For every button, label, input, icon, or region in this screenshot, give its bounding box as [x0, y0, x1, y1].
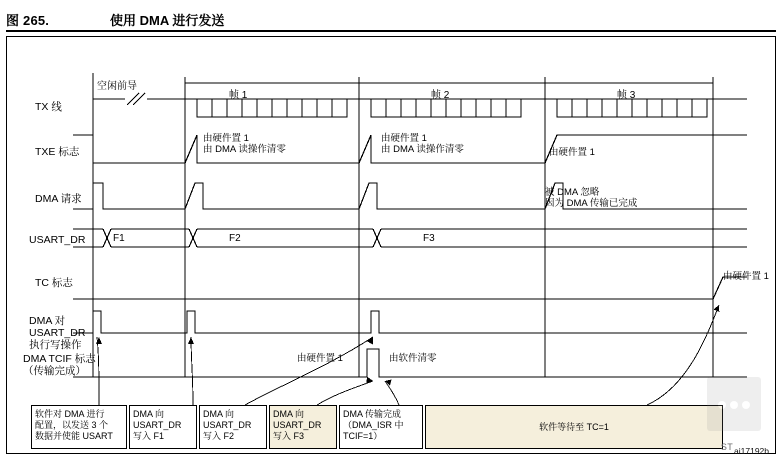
document-id: ai17192b: [734, 446, 769, 456]
row-label-dma-write-line1: DMA 对: [29, 315, 66, 327]
st-logo: [707, 377, 761, 431]
data-slice-f2: F2: [229, 233, 241, 244]
anno-txe-set-1: 由硬件置 1: [203, 133, 249, 144]
callout-box-write-f3: [269, 405, 337, 449]
row-label-tx-line: TX 线: [35, 101, 62, 113]
row-label-dma-write-line3: 执行写操作: [29, 339, 82, 351]
callout-f3-line2: USART_DR: [273, 420, 322, 430]
data-slice-f3: F3: [423, 233, 435, 244]
row-label-dma-request: DMA 请求: [35, 193, 82, 205]
waveform-layer: [7, 37, 777, 455]
callout-done-line1: DMA 传输完成: [343, 409, 402, 419]
callout-done-line2: （DMA_ISR 中: [343, 420, 404, 430]
callout-f1-line2: USART_DR: [133, 420, 182, 430]
callout-config-line3: 数据并使能 USART: [35, 431, 113, 441]
caption-divider: [6, 30, 776, 32]
callout-f1-line1: DMA 向: [133, 409, 165, 419]
anno-txe-set-2: 由硬件置 1: [381, 133, 427, 144]
anno-tcif-clear: 由软件清零: [389, 353, 437, 364]
callout-done-line3: TCIF=1）: [343, 431, 383, 441]
timing-diagram: [6, 36, 776, 454]
anno-txe-clear-1: 由 DMA 读操作清零: [203, 144, 286, 155]
figure-number: 图 265.: [6, 13, 50, 28]
st-wordmark: ST: [720, 442, 733, 452]
row-label-txe-flag: TXE 标志: [35, 146, 80, 158]
anno-tcif-set: 由硬件置 1: [297, 353, 343, 364]
callout-box-write-f2: [199, 405, 267, 449]
anno-tc-set: 由硬件置 1: [723, 271, 769, 282]
callout-wait-line1: 软件等待至 TC=1: [539, 421, 609, 432]
callout-f3-line3: 写入 F3: [273, 431, 305, 441]
timeline-idle-label: 空闲前导: [97, 81, 137, 92]
callout-config-line1: 软件对 DMA 进行: [35, 409, 105, 419]
callout-f1-line3: 写入 F1: [133, 431, 165, 441]
timeline-frame-1: 帧 1: [229, 90, 248, 101]
callout-f2-line2: USART_DR: [203, 420, 252, 430]
anno-txe-set-3: 由硬件置 1: [549, 147, 595, 158]
timeline-frame-2: 帧 2: [431, 90, 450, 101]
figure-title: 使用 DMA 进行发送: [110, 13, 225, 28]
data-slice-f1: F1: [113, 233, 125, 244]
row-label-dma-tcif-line1: DMA TCIF 标志: [23, 353, 96, 365]
row-label-usart-dr: USART_DR: [29, 234, 86, 246]
st-logo-dots-icon: [717, 399, 751, 411]
callout-box-write-f1: [129, 405, 197, 449]
callout-f2-line3: 写入 F2: [203, 431, 235, 441]
callout-box-dma-done: [339, 405, 423, 449]
callout-f2-line1: DMA 向: [203, 409, 235, 419]
timeline-frame-3: 帧 3: [617, 90, 636, 101]
row-label-tc-flag: TC 标志: [35, 277, 73, 289]
callout-box-wait-tc: [425, 405, 723, 449]
figure-caption: [6, 8, 776, 32]
anno-dma-ignored-2: 因为 DMA 传输已完成: [545, 198, 638, 209]
callout-box-config: [31, 405, 127, 449]
row-label-dma-write-line2: USART_DR: [29, 327, 86, 339]
anno-txe-clear-2: 由 DMA 读操作清零: [381, 144, 464, 155]
callout-config-line2: 配置，以发送 3 个: [35, 420, 109, 430]
anno-dma-ignored-1: 被 DMA 忽略: [545, 187, 600, 198]
row-label-dma-tcif-line2: （传输完成）: [23, 365, 86, 377]
callout-f3-line1: DMA 向: [273, 409, 305, 419]
